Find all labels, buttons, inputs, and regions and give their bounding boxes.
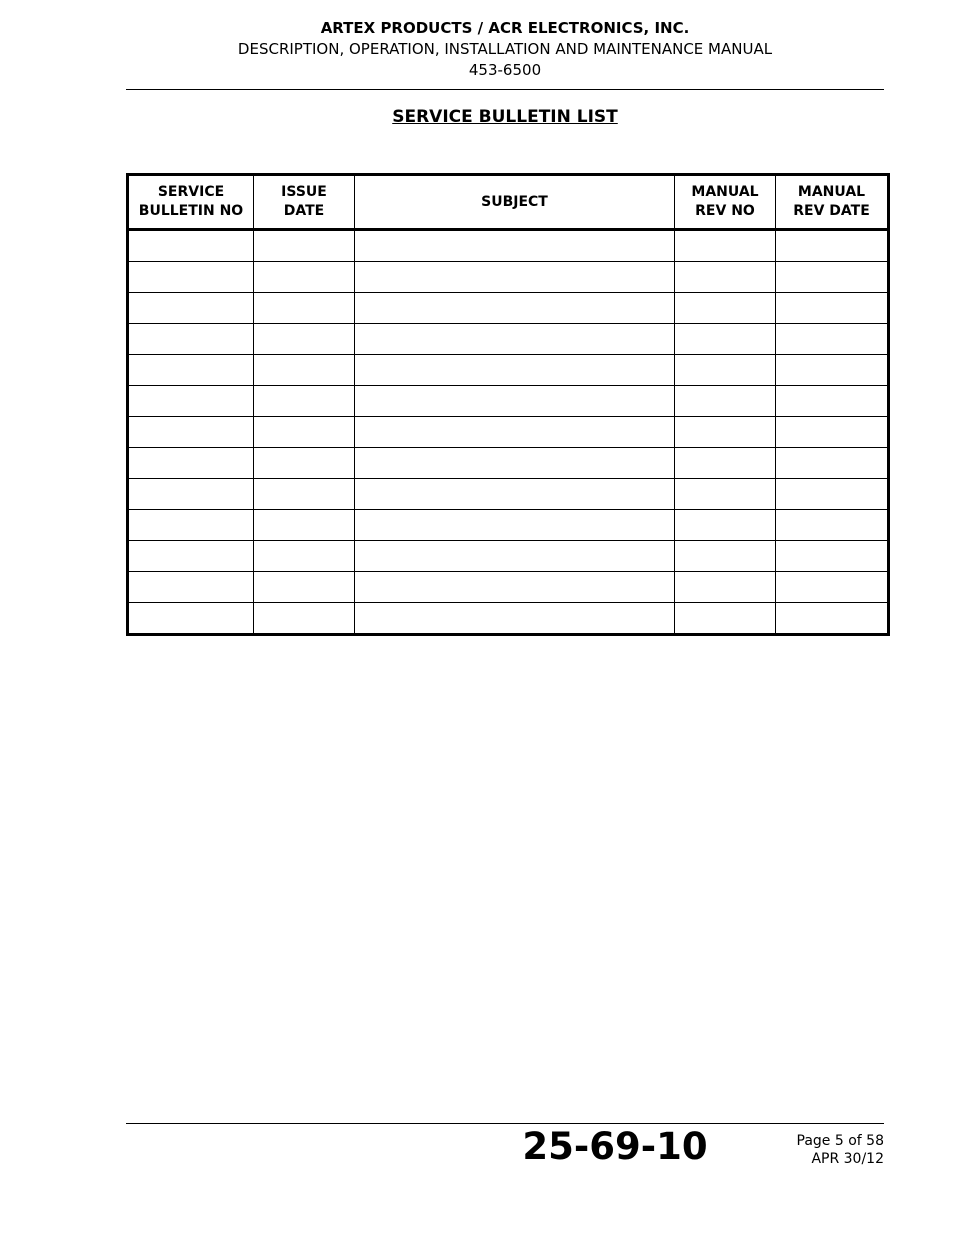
table-cell <box>776 448 889 479</box>
table-cell <box>254 262 355 293</box>
column-header-subject: SUBJECT <box>355 175 675 230</box>
table-cell <box>254 448 355 479</box>
table-cell <box>355 324 675 355</box>
table-cell <box>254 230 355 262</box>
header-divider <box>126 89 884 90</box>
table-cell <box>355 541 675 572</box>
table-row <box>128 541 889 572</box>
company-name: ARTEX PRODUCTS / ACR ELECTRONICS, INC. <box>320 19 690 37</box>
table-cell <box>675 417 776 448</box>
table-row <box>128 293 889 324</box>
page-header <box>126 18 884 81</box>
table-cell <box>675 386 776 417</box>
column-header-manual-rev-no: MANUAL REV NO <box>675 175 776 230</box>
footer-divider <box>126 1123 884 1124</box>
table-cell <box>355 230 675 262</box>
table-cell <box>254 572 355 603</box>
table-cell <box>128 417 254 448</box>
table-cell <box>776 417 889 448</box>
table-cell <box>675 355 776 386</box>
table-header-row <box>128 175 889 230</box>
ata-chapter-number: 25-69-10 <box>522 1125 708 1168</box>
table-cell <box>254 603 355 635</box>
table-row <box>128 386 889 417</box>
table-cell <box>675 510 776 541</box>
column-header-manual-rev-date: MANUAL REV DATE <box>776 175 889 230</box>
table-cell <box>355 448 675 479</box>
table-row <box>128 262 889 293</box>
table-cell <box>776 262 889 293</box>
table-cell <box>355 293 675 324</box>
table-cell <box>675 541 776 572</box>
table-cell <box>254 417 355 448</box>
table-cell <box>128 541 254 572</box>
table-cell <box>128 603 254 635</box>
table-cell <box>675 603 776 635</box>
manual-title: DESCRIPTION, OPERATION, INSTALLATION AND MAINTENANCE MANUAL <box>237 40 773 58</box>
table-cell <box>355 603 675 635</box>
table-cell <box>128 230 254 262</box>
table-cell <box>128 262 254 293</box>
column-header-issue-date: ISSUE DATE <box>254 175 355 230</box>
table-cell <box>675 572 776 603</box>
revision-date: APR 30/12 <box>811 1151 884 1167</box>
table-cell <box>254 541 355 572</box>
table-cell <box>355 510 675 541</box>
table-cell <box>355 572 675 603</box>
table-cell <box>128 324 254 355</box>
table-row <box>128 230 889 262</box>
table-cell <box>776 572 889 603</box>
table-cell <box>675 230 776 262</box>
table-cell <box>776 355 889 386</box>
table-cell <box>355 479 675 510</box>
table-cell <box>675 479 776 510</box>
table-cell <box>675 324 776 355</box>
table-cell <box>776 230 889 262</box>
table-cell <box>675 262 776 293</box>
table-cell <box>254 510 355 541</box>
table-row <box>128 355 889 386</box>
table-row <box>128 417 889 448</box>
table-body <box>128 230 889 635</box>
page-title <box>126 106 884 128</box>
table-cell <box>128 510 254 541</box>
table-cell <box>128 355 254 386</box>
table-row <box>128 448 889 479</box>
table-cell <box>128 448 254 479</box>
table-cell <box>355 417 675 448</box>
table-row <box>128 324 889 355</box>
table-row <box>128 479 889 510</box>
table-cell <box>776 510 889 541</box>
table-cell <box>355 355 675 386</box>
table-cell <box>675 293 776 324</box>
table-cell <box>128 293 254 324</box>
table-cell <box>776 603 889 635</box>
table-row <box>128 510 889 541</box>
table-cell <box>675 448 776 479</box>
table-cell <box>128 572 254 603</box>
table-cell <box>776 386 889 417</box>
table-cell <box>128 386 254 417</box>
table-cell <box>254 324 355 355</box>
page-info <box>797 1132 884 1168</box>
table-cell <box>776 324 889 355</box>
table-row <box>128 572 889 603</box>
table-cell <box>355 262 675 293</box>
table-row <box>128 603 889 635</box>
service-bulletin-table <box>126 173 890 636</box>
table-cell <box>254 355 355 386</box>
document-number: 453-6500 <box>468 61 542 79</box>
table-cell <box>254 293 355 324</box>
page-title-text: SERVICE BULLETIN LIST <box>392 107 618 127</box>
table-cell <box>128 479 254 510</box>
table-cell <box>254 386 355 417</box>
table-cell <box>776 293 889 324</box>
table-cell <box>254 479 355 510</box>
column-header-service-bulletin-no: SERVICE BULLETIN NO <box>128 175 254 230</box>
page-number: Page 5 of 58 <box>796 1133 884 1149</box>
table-cell <box>355 386 675 417</box>
table-cell <box>776 479 889 510</box>
table-cell <box>776 541 889 572</box>
